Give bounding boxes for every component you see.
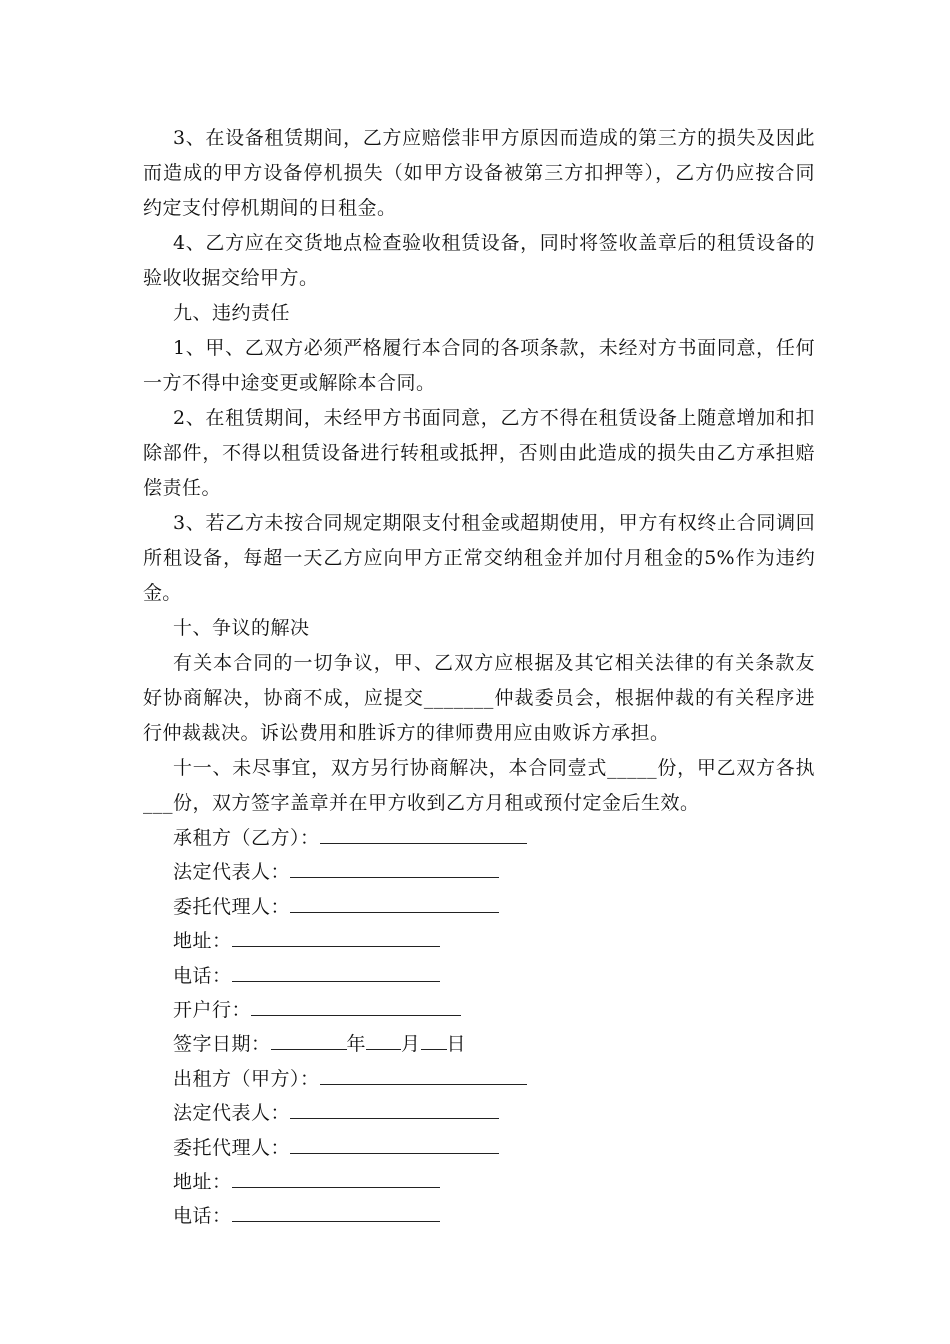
lessor-address-label: 地址： — [173, 1170, 232, 1193]
clause-8-3: 3、在设备租赁期间，乙方应赔偿非甲方原因而造成的第三方的损失及因此而造成的甲方设备停机损失（如甲方设备被第三方扣押等），乙方仍应按合同约定支付停机期间的日租金。 — [143, 127, 815, 219]
lessee-address-row — [143, 924, 815, 958]
clause-11-text: 十一、未尽事宜，双方另行协商解决，本合同壹式_____份，甲乙双方各执___份，双方签字盖章并在甲方收到乙方月租或预付定金后生效。 — [143, 757, 815, 814]
lessee-label: 承租方（乙方）： — [173, 827, 320, 849]
day-blank — [421, 1029, 447, 1050]
lessor-label: 出租方（甲方）： — [173, 1067, 320, 1090]
lessee-bank-label: 开户行： — [173, 998, 252, 1021]
lessor-phone-row — [143, 1199, 815, 1233]
lessor-agent-label: 委托代理人： — [173, 1136, 291, 1159]
lessee-row — [143, 821, 815, 855]
lessee-address-label: 地址： — [173, 930, 232, 953]
lessee-bank-row — [143, 993, 815, 1027]
lessor-address-blank — [232, 1167, 440, 1188]
lessor-row — [143, 1062, 815, 1096]
day-label: 日 — [446, 1033, 467, 1056]
lessee-rep-blank — [290, 857, 499, 878]
lessor-blank — [320, 1064, 527, 1085]
lessor-address-row — [143, 1165, 815, 1199]
lessor-agent-blank — [290, 1133, 499, 1154]
lessee-address-blank — [232, 926, 440, 947]
lessor-rep-row — [143, 1096, 815, 1130]
lessee-rep-row — [143, 855, 815, 889]
lessee-agent-row — [143, 890, 815, 924]
document-body — [143, 121, 815, 1234]
lessor-phone-blank — [232, 1201, 440, 1222]
clause-9-2: 2、在租赁期间，未经甲方书面同意，乙方不得在租赁设备上随意增加和扣除部件，不得以租赁设备进行转租或抵押，否则由此造成的损失由乙方承担赔偿责任。 — [143, 407, 815, 499]
year-label: 年 — [346, 1033, 367, 1056]
lessee-phone-row — [143, 959, 815, 993]
lessor-phone-label: 电话： — [173, 1205, 232, 1228]
lessee-blank — [320, 823, 527, 844]
month-blank — [366, 1029, 401, 1050]
lessee-bank-blank — [251, 995, 461, 1016]
year-blank — [271, 1029, 347, 1050]
clause-8-4: 4、乙方应在交货地点检查验收租赁设备，同时将签收盖章后的租赁设备的验收收据交给甲方。 — [143, 232, 815, 289]
section-10-heading: 十、争议的解决 — [173, 617, 310, 639]
sign-date-row — [143, 1027, 815, 1061]
lessee-rep-label: 法定代表人： — [173, 861, 291, 884]
section-9-heading: 九、违约责任 — [173, 302, 291, 324]
sign-date-label: 签字日期： — [173, 1033, 271, 1056]
lessee-agent-label: 委托代理人： — [173, 895, 291, 918]
lessor-agent-row — [143, 1131, 815, 1165]
lessor-rep-label: 法定代表人： — [173, 1102, 291, 1125]
lessor-rep-blank — [290, 1098, 499, 1119]
lessee-phone-label: 电话： — [173, 964, 232, 987]
lessee-agent-blank — [290, 892, 499, 913]
clause-10-text: 有关本合同的一切争议，甲、乙双方应根据及其它相关法律的有关条款友好协商解决，协商不成，应提交_______仲裁委员会，根据仲裁的有关程序进行仲裁裁决。诉讼费用和胜诉方的律师费用应由败诉方承担。 — [143, 652, 815, 744]
lessee-phone-blank — [232, 961, 440, 982]
clause-9-3: 3、若乙方未按合同规定期限支付租金或超期使用，甲方有权终止合同调回所租设备，每超一天乙方应向甲方正常交纳租金并加付月租金的5%作为违约金。 — [143, 512, 815, 604]
clause-9-1: 1、甲、乙双方必须严格履行本合同的各项条款，未经对方书面同意，任何一方不得中途变更或解除本合同。 — [143, 337, 815, 394]
month-label: 月 — [401, 1033, 421, 1056]
